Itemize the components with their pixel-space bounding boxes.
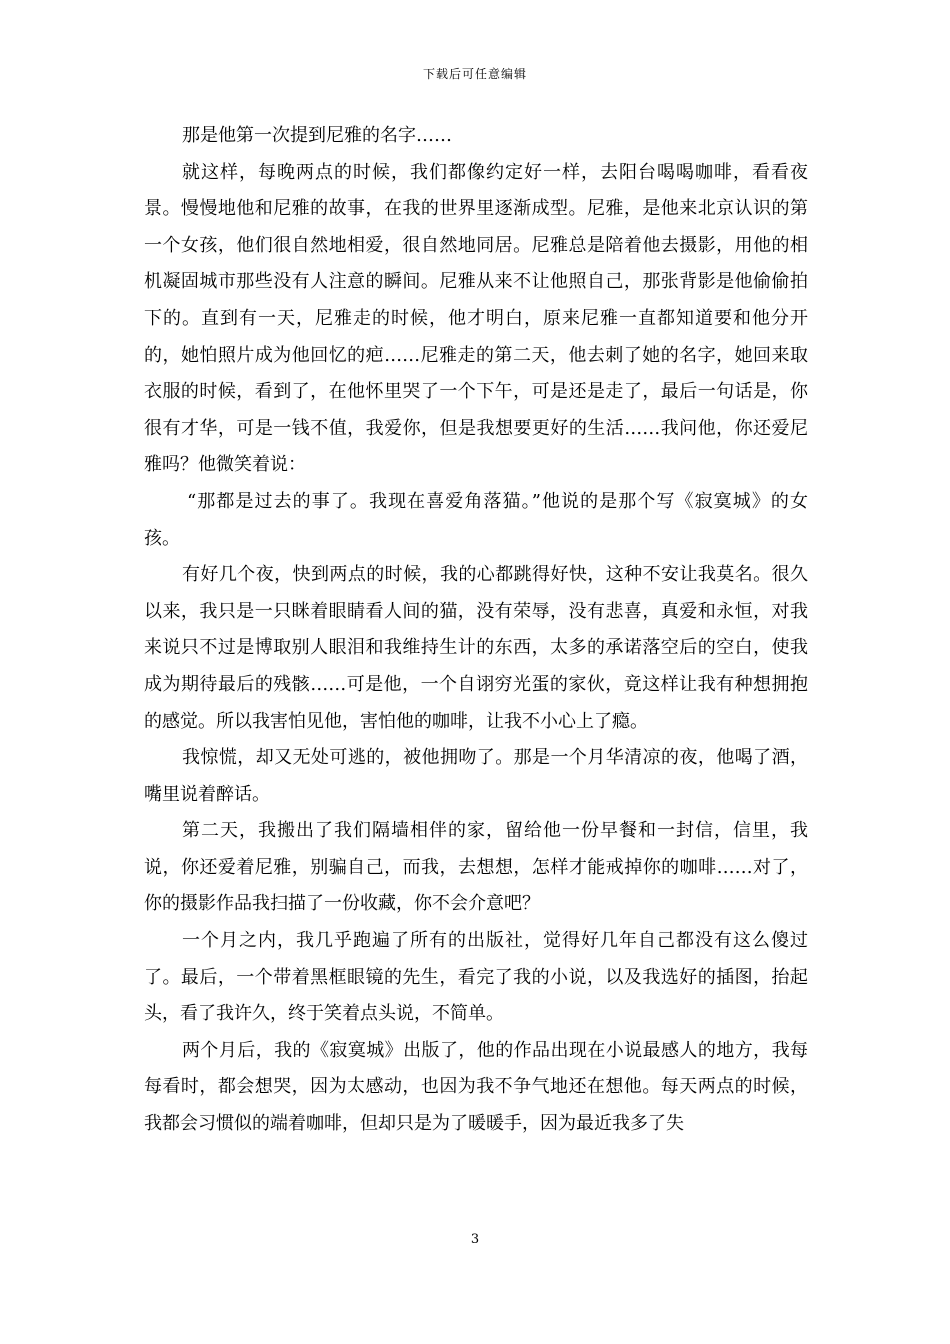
- paragraph-3: “那都是过去的事了。我现在喜爱角落猫。”他说的是那个写《寂寞城》的女孩。: [144, 490, 808, 549]
- paragraph-2: 就这样，每晚两点的时候，我们都像约定好一样，去阳台喝喝咖啡，看看夜景。慢慢地他和尼雅的故事，在我的世界里逐渐成型。尼雅，是他来北京认识的第一个女孩，他们很自然地相爱，很自然地同居。尼雅总是陪着他去摄影，用他的相机凝固城市那些没有人注意的瞬间。尼雅从来不让他照自己，那张背影是他偷偷拍下的。直到有一天，尼雅走的时候，他才明白，原来尼雅一直都知道要和他分开的，她怕照片成为他回忆的疤……尼雅走的第二天，他去刺了她的名字，她回来取衣服的时候，看到了，在他怀里哭了一个下午，可是还是走了，最后一句话是，你很有才华，可是一钱不值，我爱你，但是我想要更好的生活……我问他，你还爱尼雅吗？他微笑着说：: [144, 161, 808, 476]
- paragraph-7: 一个月之内，我几乎跑遍了所有的出版社，觉得好几年自己都没有这么傻过了。最后，一个带着黑框眼镜的先生，看完了我的小说，以及我选好的插图，抬起头，看了我许久，终于笑着点头说，不简单。: [144, 930, 808, 1025]
- paragraph-4: 有好几个夜，快到两点的时候，我的心都跳得好快，这种不安让我莫名。很久以来，我只是一只眯着眼睛看人间的猫，没有荣辱，没有悲喜，真爱和永恒，对我来说只不过是博取别人眼泪和我维持生计的东西，太多的承诺落空后的空白，使我成为期待最后的残骸……可是他，一个自诩穷光蛋的家伙，竟这样让我有种想拥抱的感觉。所以我害怕见他，害怕他的咖啡，让我不小心上了瘾。: [144, 564, 808, 732]
- paragraph-6: 第二天，我搬出了我们隔墙相伴的家，留给他一份早餐和一封信，信里，我说，你还爱着尼雅，别骗自己，而我，去想想，怎样才能戒掉你的咖啡……对了，你的摄影作品我扫描了一份收藏，你不会介意吧？: [144, 820, 808, 915]
- paragraph-8: 两个月后，我的《寂寞城》出版了，他的作品出现在小说最感人的地方，我每每看时，都会想哭，因为太感动，也因为我不争气地还在想他。每天两点的时候，我都会习惯似的端着咖啡，但却只是为了暖暖手，因为最近我多了失: [144, 1039, 808, 1135]
- page-number: 3: [470, 1232, 480, 1247]
- paragraph-5: 我惊慌，却又无处可逃的，被他拥吻了。那是一个月华清凉的夜，他喝了酒，嘴里说着醉话。: [144, 747, 808, 805]
- page-header: 下载后可任意编辑: [422, 67, 527, 81]
- document-body: [144, 118, 808, 1143]
- paragraph-1: 那是他第一次提到尼雅的名字……: [182, 125, 452, 146]
